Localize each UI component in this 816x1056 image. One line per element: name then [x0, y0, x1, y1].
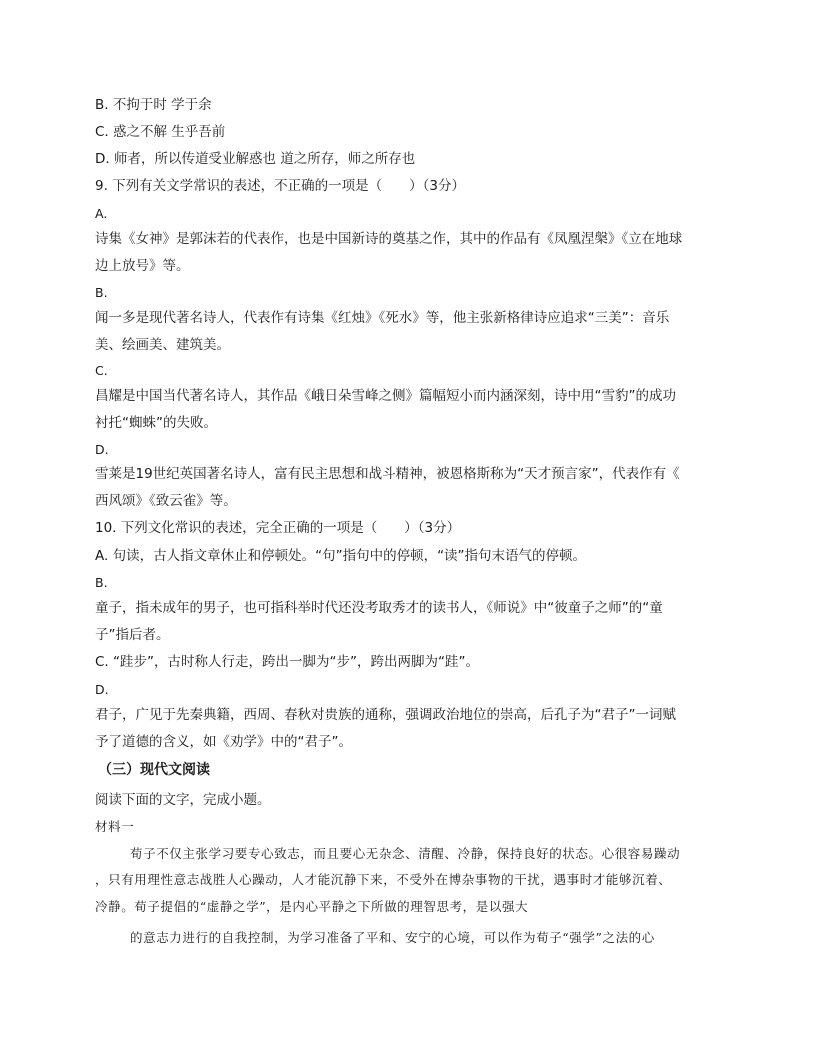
section-heading: （三）现代文阅读	[98, 762, 210, 778]
q9-option-d-label: D.	[95, 442, 109, 457]
material-paragraph-line-1: 荀子不仅主张学习要专心致志，而且要心无杂念、清醒、冷静，保持良好的状态。心很容易躁动	[130, 846, 681, 861]
q10-option-b-text-cont: 子”指后者。	[95, 627, 170, 643]
q9-option-c-text-cont: 衬托“蜘蛛”的失败。	[95, 415, 217, 431]
q10-option-d-text-cont: 予了道德的含义，如《劝学》中的“君子”。	[95, 734, 352, 750]
option-b-text: B. 不拘于时 学于余	[95, 97, 212, 113]
question-9: 9. 下列有关文学常识的表述，不正确的一项是（ ）（3分）	[95, 178, 466, 194]
q9-option-a-text-cont: 边上放号》等。	[95, 258, 190, 274]
reading-instruction: 阅读下面的文字，完成小题。	[95, 792, 271, 808]
q10-option-d-label: D.	[95, 682, 109, 697]
q9-option-d-text-cont: 西风颂》《致云雀》等。	[95, 493, 237, 509]
q10-option-a-text: A. 句读，古人指文章休止和停顿处。“句”指句中的停顿，“读”指句末语气的停顿。	[95, 548, 587, 564]
q9-option-b-text-cont: 美、绘画美、建筑美。	[95, 337, 230, 353]
q10-option-d-text: 君子，广见于先秦典籍，西周、春秋对贵族的通称，强调政治地位的崇高，后孔子为“君子”一词赋	[95, 707, 676, 723]
q10-option-b-label: B.	[95, 575, 108, 590]
q9-option-b-text: 闻一多是现代著名诗人，代表作有诗集《红烛》《死水》等，他主张新格律诗应追求“三美”：音乐	[95, 310, 670, 326]
material-paragraph-line-4: 的意志力进行的自我控制，为学习准备了平和、安宁的心境，可以作为荀子“强学”之法的心	[130, 930, 655, 945]
q9-option-a-label: A.	[95, 206, 108, 221]
q10-option-b-text: 童子，指未成年的男子，也可指科举时代还没考取秀才的读书人，《师说》中“彼童子之师”的“童	[95, 600, 663, 616]
q10-option-c-text: C. “跬步”，古时称人行走，跨出一脚为“步”，跨出两脚为“跬”。	[95, 654, 479, 670]
material-paragraph-line-2: ，只有用理性意志战胜人心躁动，人才能沉静下来，不受外在博杂事物的干扰，遇事时才能够沉着、	[95, 872, 672, 887]
option-c-text: C. 惑之不解 生乎吾前	[95, 124, 226, 140]
q9-option-d-text: 雪莱是19世纪英国著名诗人，富有民主思想和战斗精神，被恩格斯称为“天才预言家”，代表作有《	[95, 466, 680, 482]
q9-option-a-text: 诗集《女神》是郭沫若的代表作，也是中国新诗的奠基之作，其中的作品有《凤凰涅槃》《立在地球	[95, 231, 683, 247]
material-one-label: 材料一	[95, 819, 135, 834]
q9-option-c-text: 昌耀是中国当代著名诗人，其作品《峨日朵雪峰之侧》篇幅短小而内涵深刻，诗中用“雪豹”的成功	[95, 388, 676, 404]
q9-option-c-label: C.	[95, 363, 108, 378]
option-d-text: D. 师者，所以传道受业解惑也 道之所存，师之所存也	[95, 151, 416, 167]
material-paragraph-line-3: 冷静。荀子提倡的“虚静之学”，是内心平静之下所做的理智思考，是以强大	[95, 899, 529, 914]
q9-option-b-label: B.	[95, 285, 108, 300]
question-10: 10. 下列文化常识的表述，完全正确的一项是（ ）（3分）	[95, 520, 461, 536]
